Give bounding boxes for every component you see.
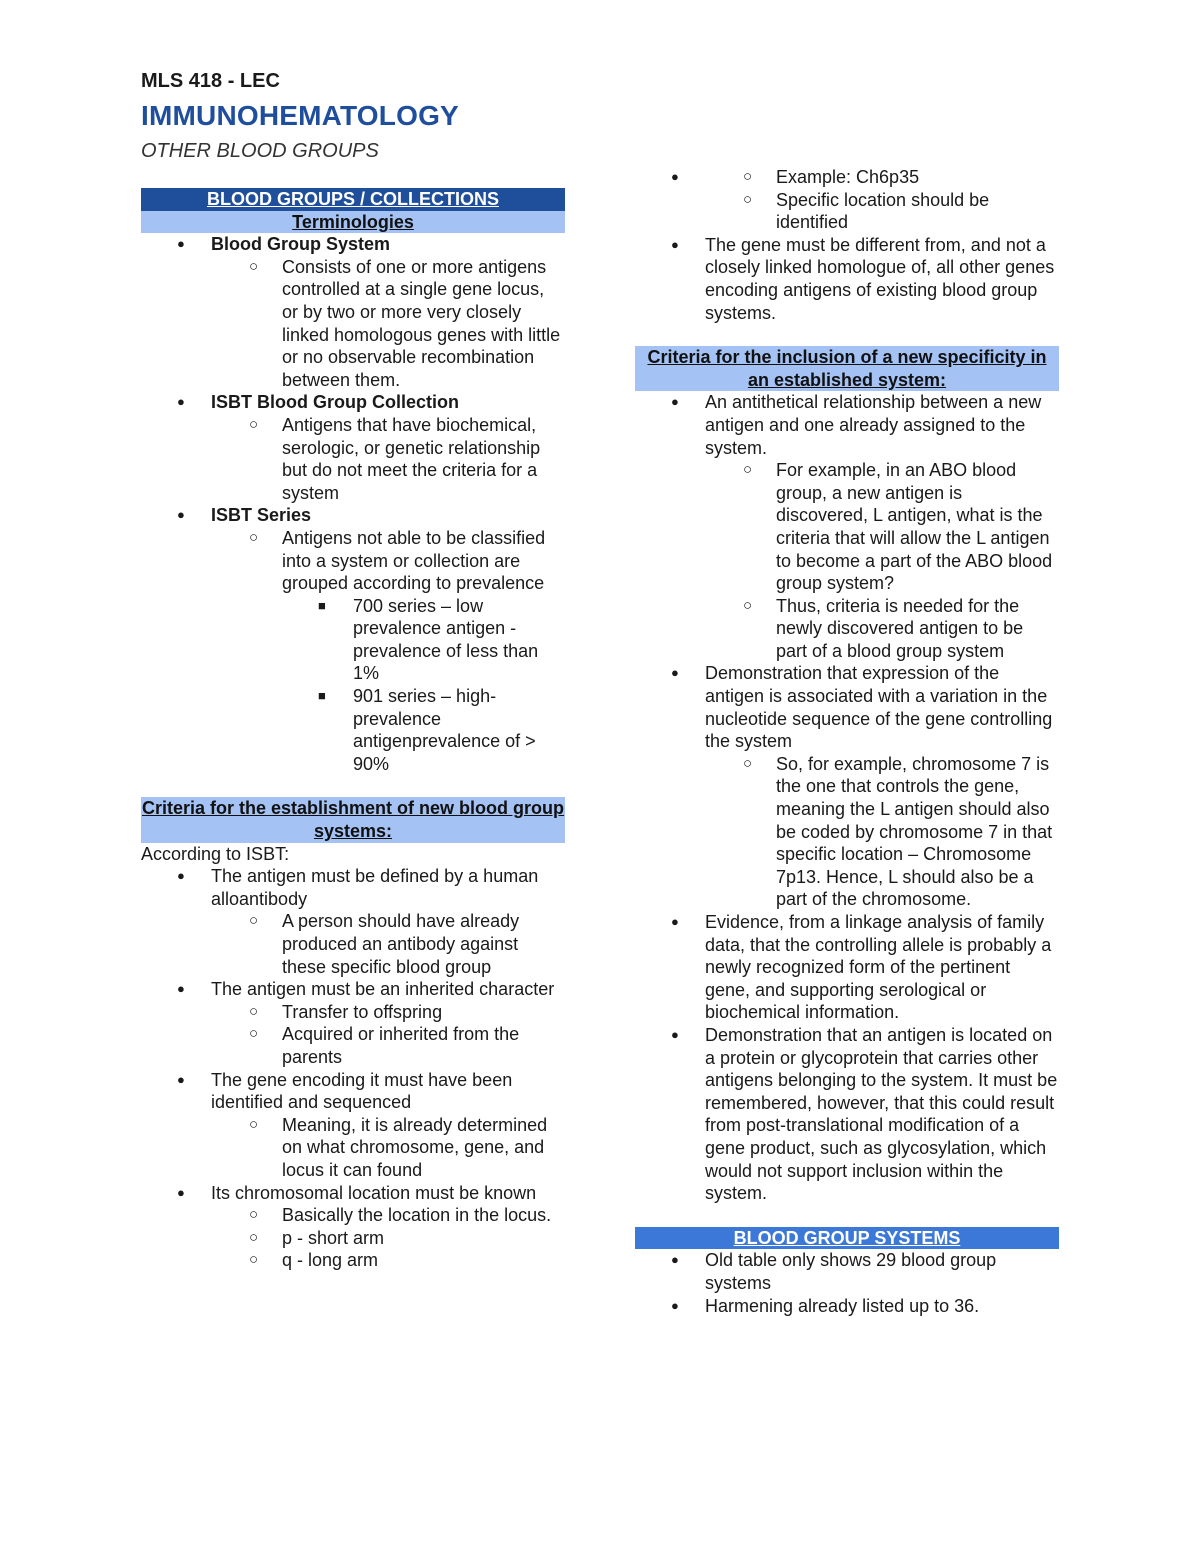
inclusion-criteria-list (635, 391, 1059, 1204)
criterion-text: Evidence, from a linkage analysis of family data, that the controlling allele is probably a newly recognized form of the pertinent gene, and supporting serological or biochemical information. (705, 912, 1052, 1023)
list-item (211, 1227, 565, 1250)
continued-list (635, 166, 1059, 234)
criterion-note: Example: Ch6p35 (776, 167, 920, 187)
list-item (211, 1249, 565, 1272)
list-item (705, 166, 1059, 189)
section-header-blood-groups: BLOOD GROUPS / COLLECTIONS (141, 188, 565, 211)
term-name: ISBT Series (211, 505, 312, 526)
series-item: 700 series – low prevalence antigen - prevalence of less than 1% (353, 595, 539, 684)
list-item (141, 391, 565, 504)
list-item (141, 504, 565, 775)
criterion-text: An antithetical relationship between a new antigen and one already assigned to the system. (705, 392, 1042, 458)
left-column (141, 188, 565, 1272)
series-item: 901 series – high-prevalence antigenprevalence of > 90% (353, 686, 536, 774)
list-item (211, 527, 565, 776)
terminology-list (141, 233, 565, 775)
list-item (705, 459, 1059, 595)
criterion-note: Transfer to offspring (282, 1001, 443, 1022)
criterion-note: p - short arm (282, 1227, 385, 1248)
criterion-note: Basically the location in the locus. (282, 1205, 552, 1226)
term-name: ISBT Blood Group Collection (211, 392, 459, 413)
criterion-note: Specific location should be identified (776, 189, 990, 233)
list-item (141, 233, 565, 391)
list-item (705, 189, 1059, 234)
document-subtitle: OTHER BLOOD GROUPS (141, 140, 379, 162)
continued-criteria-list (635, 234, 1059, 324)
systems-note: Old table only shows 29 blood group systems (705, 1250, 997, 1293)
list-item (635, 166, 1059, 234)
criterion-text: Demonstration that an antigen is located on a protein or glycoprotein that carries other antigens belonging to the system. It must be remembered, however, that this could result from post-translational modification of a gene product, such as glycosylation, which would not support inclusion within the system. (705, 1024, 1058, 1204)
criterion-note: Thus, criteria is needed for the newly discovered antigen to be part of a blood group system (776, 595, 1024, 661)
list-item (282, 595, 565, 685)
establishment-criteria-list (141, 865, 565, 1272)
criterion-text: Demonstration that expression of the antigen is associated with a variation in the nucleotide sequence of the gene controlling the system (705, 663, 1053, 752)
section-header-blood-group-systems: BLOOD GROUP SYSTEMS (635, 1227, 1059, 1250)
list-item (211, 1023, 565, 1068)
criterion-note: Acquired or inherited from the parents (282, 1024, 520, 1067)
list-item (211, 1114, 565, 1182)
list-item (635, 234, 1059, 324)
criterion-note: A person should have already produced an antibody against these specific blood group (282, 911, 520, 977)
criterion-text: The gene must be different from, and not a closely linked homologue of, all other genes encoding antigens of existing blood group systems. (705, 234, 1055, 323)
term-description: Antigens not able to be classified into a system or collection are grouped according to prevalence (282, 527, 546, 594)
document-title: IMMUNOHEMATOLOGY (141, 100, 459, 131)
systems-note: Harmening already listed up to 36. (705, 1295, 980, 1316)
term-description: Antigens that have biochemical, serologic, or genetic relationship but do not meet the criteria for a system (282, 414, 541, 503)
criteria-intro: According to ISBT: (141, 843, 290, 864)
criterion-text: The antigen must be defined by a human alloantibody (211, 866, 539, 909)
right-column (635, 166, 1059, 1317)
section-header-inclusion-criteria: Criteria for the inclusion of a new specificity in an established system: (635, 346, 1059, 391)
criterion-text: The antigen must be an inherited character (211, 979, 555, 1000)
list-item (141, 978, 565, 1068)
list-item (141, 1069, 565, 1182)
criterion-note: So, for example, chromosome 7 is the one that controls the gene, meaning the L antigen should also be coded by chromosome 7 in that specific location – Chromosome 7p13. Hence, L should also be a part of the chromosome. (776, 753, 1053, 910)
course-code: MLS 418 - LEC (141, 70, 280, 92)
list-item (635, 1295, 1059, 1318)
criterion-note: For example, in an ABO blood group, a new antigen is discovered, L antigen, what is the criteria that will allow the L antigen to become a part of the ABO blood group system? (776, 460, 1053, 594)
criterion-note: Meaning, it is already determined on what chromosome, gene, and locus it can found (282, 1114, 548, 1180)
list-item (211, 256, 565, 392)
list-item (141, 865, 565, 978)
list-item (705, 753, 1059, 911)
list-item (211, 414, 565, 504)
list-item (211, 910, 565, 978)
list-item (211, 1001, 565, 1024)
term-description: Consists of one or more antigens controlled at a single gene locus, or by two or more very closely linked homologous genes with little or no observable recombination between them. (282, 256, 561, 390)
list-item (282, 685, 565, 775)
list-item (705, 595, 1059, 663)
term-name: Blood Group System (211, 234, 391, 255)
list-item (635, 391, 1059, 662)
list-item (211, 1204, 565, 1227)
criterion-text: Its chromosomal location must be known (211, 1182, 537, 1203)
blood-group-systems-list (635, 1249, 1059, 1317)
list-item (635, 662, 1059, 911)
list-item (635, 911, 1059, 1024)
list-item (141, 1182, 565, 1272)
subsection-header-terminologies: Terminologies (141, 211, 565, 234)
list-item (635, 1249, 1059, 1294)
list-item (635, 1024, 1059, 1205)
criterion-note: q - long arm (282, 1250, 379, 1271)
criterion-text: The gene encoding it must have been identified and sequenced (211, 1069, 513, 1113)
section-header-establishment-criteria: Criteria for the establishment of new blood group systems: (141, 798, 565, 842)
